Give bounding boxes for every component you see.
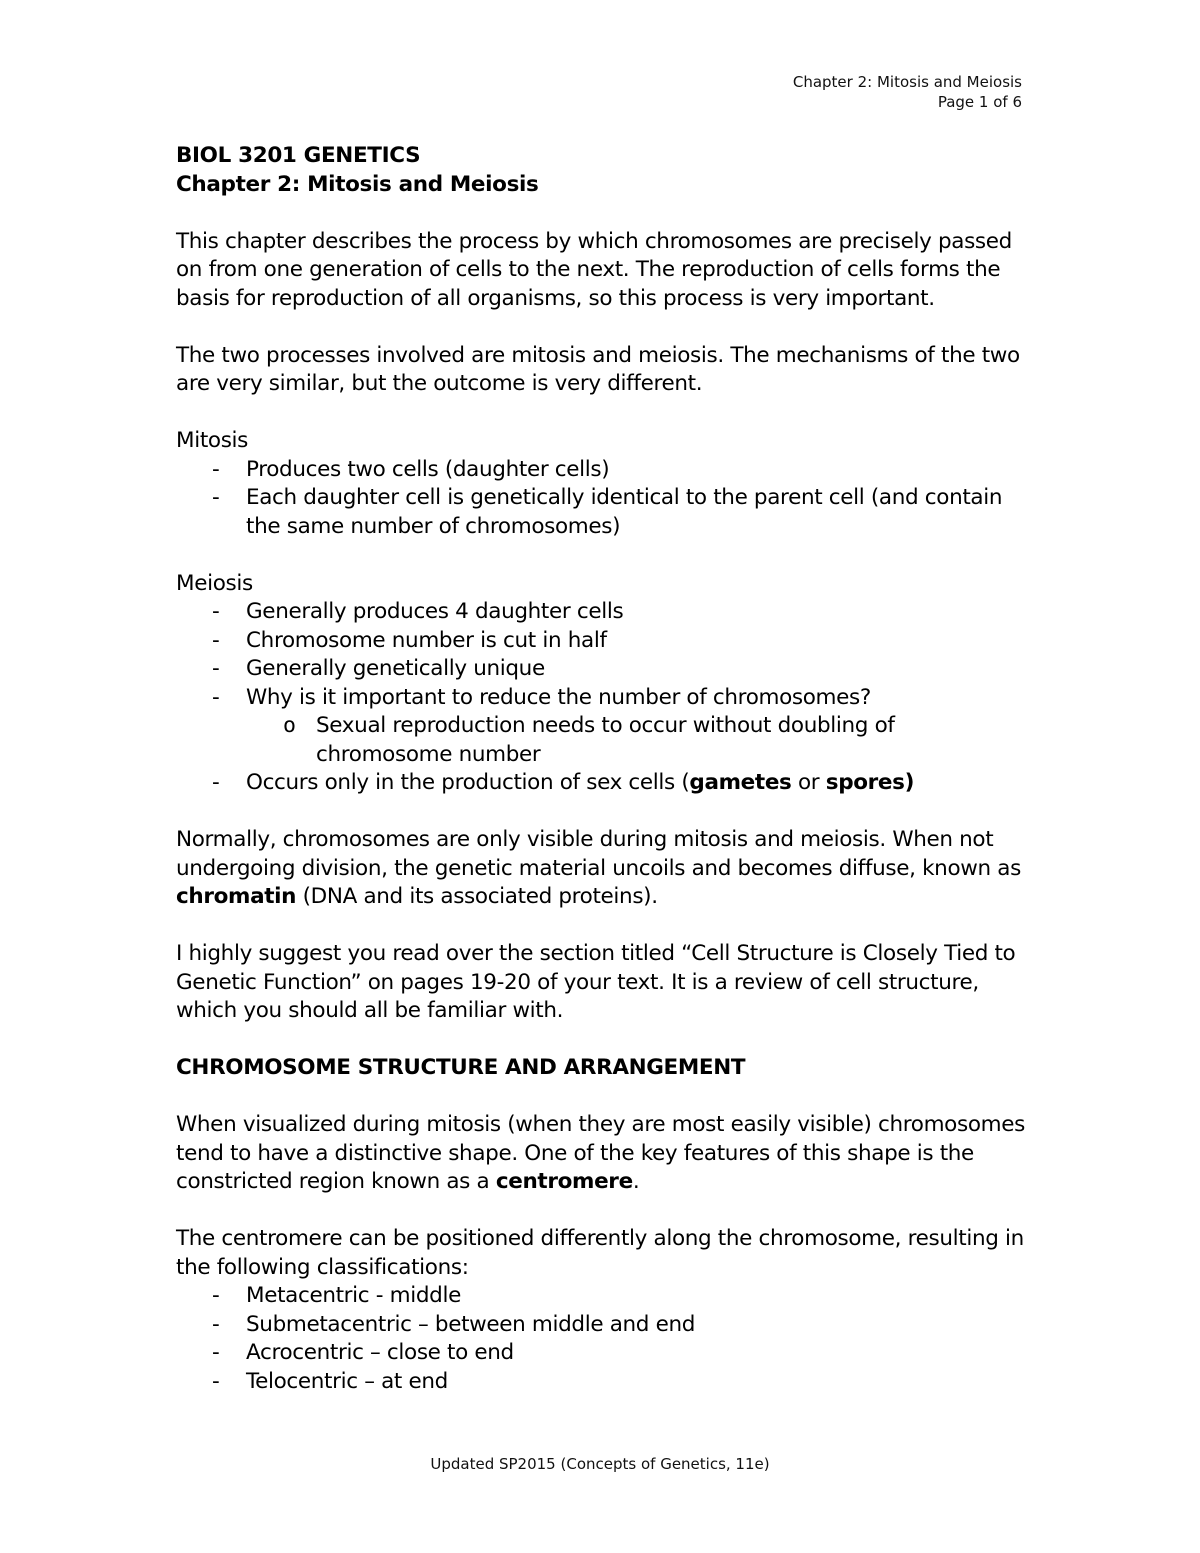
list-item: - Produces two cells (daughter cells)	[176, 456, 1036, 485]
list-item: - Chromosome number is cut in half	[176, 627, 1036, 656]
dash-marker: -	[212, 1283, 220, 1308]
sub-list-item: o Sexual reproduction needs to occur without doubling of chromosome number	[283, 713, 895, 767]
dash-marker: -	[212, 770, 220, 795]
term-gametes: gametes	[689, 770, 792, 795]
dash-marker: -	[212, 599, 220, 624]
dash-marker: -	[212, 1368, 220, 1394]
list-item: - Occurs only in the production of sex cells (gametes or spores)	[176, 769, 1036, 798]
processes-paragraph: The two processes involved are mitosis and meiosis. The mechanisms of the two are very similar, but the outcome is very different.	[176, 342, 1020, 396]
list-item: - Submetacentric – between middle and end	[176, 1311, 1036, 1340]
meiosis-sublist	[246, 712, 1036, 769]
classification-intro: The centromere can be positioned differently along the chromosome, resulting in the following classifications:	[176, 1226, 1024, 1280]
intro-paragraph: This chapter describes the process by which chromosomes are precisely passed on from one generation of cells to the next. The reproduction of cells forms the basis for reproduction of all organisms, so this process is very important.	[176, 228, 1012, 311]
dash-marker: -	[212, 1340, 220, 1365]
circle-marker: o	[283, 713, 296, 738]
list-item: - Acrocentric – close to end	[176, 1339, 1036, 1368]
centromere-paragraph: When visualized during mitosis (when they are most easily visible) chromosomes tend to have a distinctive shape. One of the key features of this shape is the constricted region known as a centromere.	[176, 1112, 1025, 1194]
dash-marker: -	[212, 456, 220, 482]
dash-marker: -	[212, 485, 220, 510]
term-centromere: centromere	[495, 1169, 633, 1194]
running-title: Chapter 2: Mitosis and Meiosis	[792, 73, 1022, 91]
page-footer: Updated SP2015 (Concepts of Genetics, 11e)	[430, 1455, 770, 1473]
document-body	[176, 142, 1036, 1396]
dash-marker: -	[212, 1311, 220, 1337]
mitosis-heading: Mitosis	[176, 428, 249, 453]
list-item: - Telocentric – at end	[176, 1368, 1036, 1397]
list-item: - Each daughter cell is genetically identical to the parent cell (and contain the same number of chromosomes)	[212, 485, 1003, 539]
term-chromatin: chromatin	[176, 884, 297, 909]
section-heading: CHROMOSOME STRUCTURE AND ARRANGEMENT	[176, 1055, 746, 1080]
list-item: - Why is it important to reduce the number of chromosomes? o Sexual reproduction needs to occur without doubling of chromosome number	[176, 684, 1036, 770]
meiosis-heading: Meiosis	[176, 570, 253, 596]
dash-marker: -	[212, 656, 220, 681]
page-number: Page 1 of 6	[937, 93, 1022, 111]
suggestion-paragraph: I highly suggest you read over the section titled “Cell Structure is Closely Tied to Genetic Function” on pages 19-20 of your text. It is a review of cell structure, which you should all be familiar with.	[176, 941, 1016, 1023]
list-item: - Generally produces 4 daughter cells	[176, 598, 1036, 627]
course-title: BIOL 3201 GENETICS	[176, 143, 421, 168]
chapter-title: Chapter 2: Mitosis and Meiosis	[176, 171, 539, 197]
list-item: - Metacentric - middle	[176, 1282, 1036, 1311]
mitosis-list	[176, 456, 1036, 542]
classification-list	[176, 1282, 1036, 1396]
dash-marker: -	[212, 684, 220, 710]
dash-marker: -	[212, 627, 220, 653]
term-spores: spores	[825, 770, 905, 795]
chromatin-paragraph: Normally, chromosomes are only visible during mitosis and meiosis. When not undergoing division, the genetic material uncoils and becomes diffuse, known as chromatin (DNA and its associated proteins).	[176, 827, 1021, 909]
list-item: - Generally genetically unique	[176, 655, 1036, 684]
meiosis-list	[176, 598, 1036, 798]
running-header	[793, 72, 1022, 112]
